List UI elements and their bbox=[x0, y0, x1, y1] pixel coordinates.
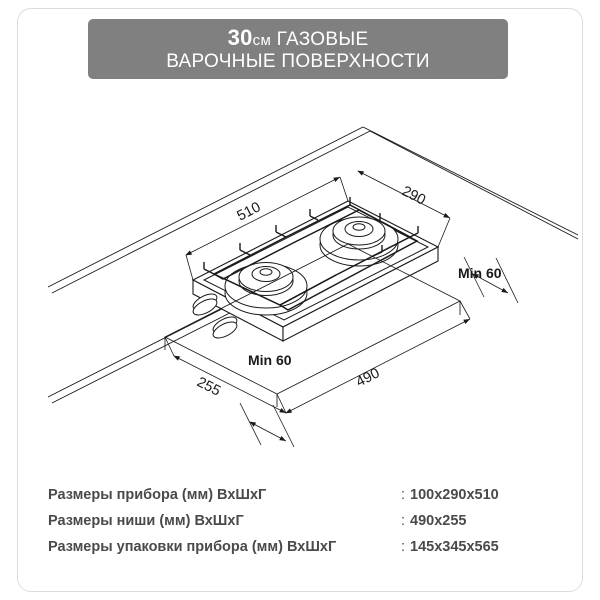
spec-value-niche: 490x255 bbox=[410, 513, 467, 529]
clearance-label-right: Min 60 bbox=[458, 265, 502, 281]
banner-line-2: ВАРОЧНЫЕ ПОВЕРХНОСТИ bbox=[166, 50, 430, 72]
dimension-label-255: 255 bbox=[194, 374, 224, 400]
dimension-label-490: 490 bbox=[353, 365, 383, 391]
dimension-label-510: 510 bbox=[234, 199, 264, 225]
banner-line-1-rest: ГАЗОВЫЕ bbox=[271, 29, 369, 51]
spec-colon-niche: : bbox=[401, 513, 406, 529]
clearance-label-front: Min 60 bbox=[248, 352, 292, 368]
spec-value-device: 100x290x510 bbox=[410, 487, 499, 503]
dimension-label-290: 290 bbox=[399, 183, 429, 209]
spec-value-package: 145x345x565 bbox=[410, 539, 499, 555]
spec-colon-device: : bbox=[401, 487, 406, 503]
spec-row-device bbox=[48, 487, 568, 513]
spec-label-device: Размеры прибора (мм) ВхШхГ bbox=[48, 487, 267, 503]
header-banner bbox=[88, 19, 508, 79]
technical-drawing bbox=[18, 97, 584, 477]
banner-size-number: 30 bbox=[227, 25, 253, 51]
spec-row-niche bbox=[48, 513, 568, 539]
specifications-list bbox=[48, 487, 568, 565]
banner-size-unit: см bbox=[252, 32, 272, 50]
banner-line-1 bbox=[228, 26, 369, 51]
spec-row-package bbox=[48, 539, 568, 565]
spec-label-niche: Размеры ниши (мм) ВхШхГ bbox=[48, 513, 244, 529]
spec-label-package: Размеры упаковки прибора (мм) ВхШхГ bbox=[48, 539, 337, 555]
product-spec-card bbox=[17, 8, 583, 592]
spec-colon-package: : bbox=[401, 539, 406, 555]
